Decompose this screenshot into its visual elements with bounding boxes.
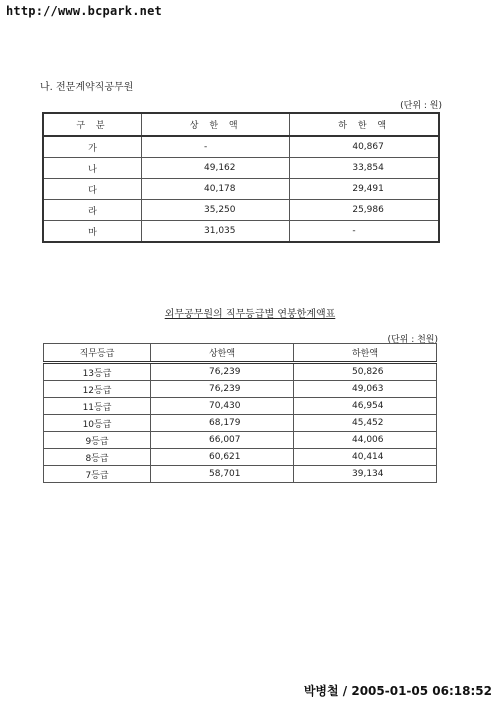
table-row xyxy=(43,221,439,243)
table-title-foreign-service: 외무공무원의 직무등급별 연봉한계액표 xyxy=(164,309,336,320)
row-grade: 11등급 xyxy=(44,398,151,415)
row-grade: 8등급 xyxy=(44,449,151,466)
header-upper-limit: 상 한 액 xyxy=(142,113,290,136)
row-grade: 13등급 xyxy=(44,363,151,381)
row-lower-limit: 39,134 xyxy=(294,466,437,483)
row-upper-limit: 40,178 xyxy=(142,179,290,200)
row-category: 다 xyxy=(43,179,142,200)
table-row xyxy=(44,432,437,449)
table-row xyxy=(44,449,437,466)
foreign-service-grade-table xyxy=(43,343,437,483)
row-lower-limit: - xyxy=(290,221,439,243)
section-title-contract-officials: 나. 전문계약직공무원 xyxy=(40,82,134,93)
header-upper-limit: 상한액 xyxy=(151,344,294,363)
row-upper-limit: 49,162 xyxy=(142,158,290,179)
row-lower-limit: 25,986 xyxy=(290,200,439,221)
footer-author-timestamp: 박병철 / 2005-01-05 06:18:52 xyxy=(303,684,492,698)
row-lower-limit: 45,452 xyxy=(294,415,437,432)
table-row xyxy=(44,466,437,483)
watermark-url: http://www.bcpark.net xyxy=(6,4,162,18)
row-grade: 7등급 xyxy=(44,466,151,483)
row-grade: 9등급 xyxy=(44,432,151,449)
row-upper-limit: 35,250 xyxy=(142,200,290,221)
contract-officials-table xyxy=(42,112,440,243)
row-lower-limit: 46,954 xyxy=(294,398,437,415)
header-lower-limit: 하한액 xyxy=(294,344,437,363)
table-row xyxy=(44,415,437,432)
row-grade: 10등급 xyxy=(44,415,151,432)
row-category: 나 xyxy=(43,158,142,179)
table-row xyxy=(44,381,437,398)
table-row xyxy=(43,158,439,179)
row-grade: 12등급 xyxy=(44,381,151,398)
header-grade: 직무등급 xyxy=(44,344,151,363)
table-row xyxy=(44,398,437,415)
row-upper-limit: 58,701 xyxy=(151,466,294,483)
row-lower-limit: 49,063 xyxy=(294,381,437,398)
table-row xyxy=(43,179,439,200)
row-upper-limit: 31,035 xyxy=(142,221,290,243)
row-category: 라 xyxy=(43,200,142,221)
row-upper-limit: 76,239 xyxy=(151,381,294,398)
header-lower-limit: 하 한 액 xyxy=(290,113,439,136)
row-lower-limit: 33,854 xyxy=(290,158,439,179)
row-lower-limit: 40,414 xyxy=(294,449,437,466)
table-row xyxy=(43,136,439,158)
row-upper-limit: 76,239 xyxy=(151,363,294,381)
row-upper-limit: 66,007 xyxy=(151,432,294,449)
table-row xyxy=(43,200,439,221)
row-category: 마 xyxy=(43,221,142,243)
row-lower-limit: 29,491 xyxy=(290,179,439,200)
table-row xyxy=(44,363,437,381)
row-lower-limit: 44,006 xyxy=(294,432,437,449)
row-upper-limit: 68,179 xyxy=(151,415,294,432)
row-upper-limit: - xyxy=(142,136,290,158)
unit-label-won: (단위 : 원) xyxy=(400,101,442,111)
row-upper-limit: 60,621 xyxy=(151,449,294,466)
header-category: 구 분 xyxy=(43,113,142,136)
unit-label-thousand-won: (단위 : 천원) xyxy=(387,335,438,345)
row-lower-limit: 40,867 xyxy=(290,136,439,158)
table-header-row xyxy=(44,344,437,363)
table-header-row xyxy=(43,113,439,136)
row-lower-limit: 50,826 xyxy=(294,363,437,381)
row-upper-limit: 70,430 xyxy=(151,398,294,415)
row-category: 가 xyxy=(43,136,142,158)
